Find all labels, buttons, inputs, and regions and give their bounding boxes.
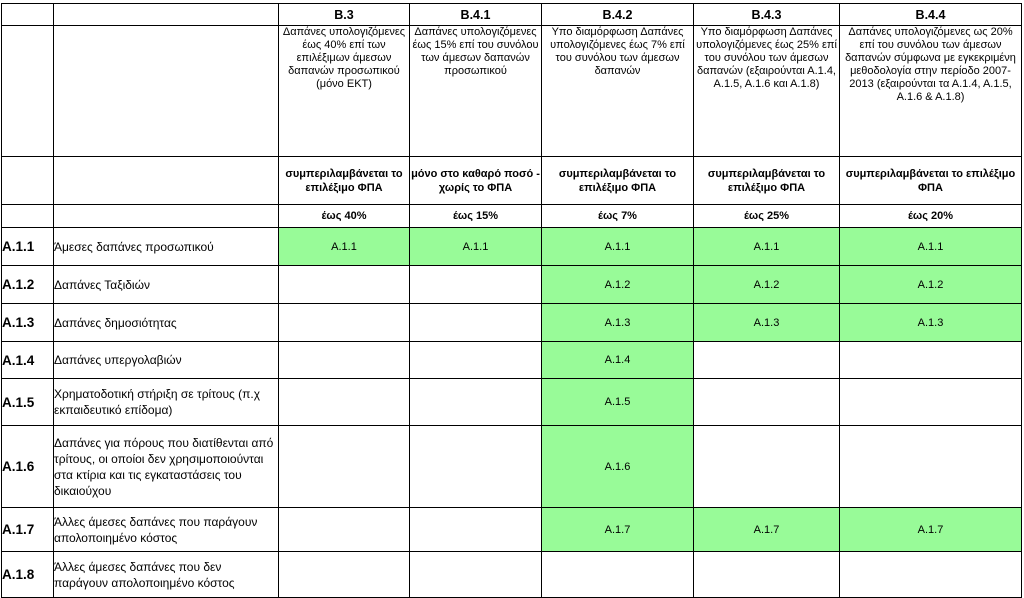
matrix-cell: A.1.1 — [410, 228, 542, 266]
column-code: B.4.4 — [840, 4, 1022, 26]
matrix-cell — [279, 508, 410, 552]
column-code: B.4.1 — [410, 4, 542, 26]
cost-matrix-table — [1, 3, 1022, 598]
row-name: Χρηματοδοτική στήριξη σε τρίτους (π.χ εκπαιδευτικό επίδομα) — [54, 379, 279, 426]
matrix-cell: A.1.2 — [840, 266, 1022, 304]
matrix-cell — [840, 552, 1022, 598]
matrix-cell — [279, 552, 410, 598]
column-vat-note: μόνο στο καθαρό ποσό - χωρίς το ΦΠΑ — [410, 157, 542, 205]
matrix-cell — [694, 426, 840, 508]
matrix-cell — [410, 379, 542, 426]
matrix-cell: A.1.6 — [542, 426, 694, 508]
matrix-cell: A.1.3 — [694, 304, 840, 342]
column-vat-note: συμπεριλαμβάνεται το επιλέξιμο ΦΠΑ — [840, 157, 1022, 205]
matrix-cell — [279, 379, 410, 426]
corner-cell — [54, 205, 279, 228]
column-limit: έως 7% — [542, 205, 694, 228]
row-name: Δαπάνες για πόρους που διατίθενται από τρίτους, οι οποίοι δεν χρησιμοποιούνται στα κτίρια και τις εγκαταστάσεις του δικαιούχου — [54, 426, 279, 508]
corner-cell — [54, 4, 279, 26]
matrix-cell: A.1.1 — [694, 228, 840, 266]
matrix-cell: A.1.4 — [542, 342, 694, 379]
column-code: B.3 — [279, 4, 410, 26]
column-code: B.4.2 — [542, 4, 694, 26]
corner-cell — [2, 4, 54, 26]
matrix-cell — [410, 508, 542, 552]
matrix-cell — [410, 342, 542, 379]
header-code-row — [2, 4, 1022, 26]
row-code: A.1.6 — [2, 426, 54, 508]
header-limit-row — [2, 205, 1022, 228]
corner-cell — [2, 157, 54, 205]
column-vat-note: συμπεριλαμβάνεται το επιλέξιμο ΦΠΑ — [694, 157, 840, 205]
matrix-cell: A.1.2 — [694, 266, 840, 304]
matrix-cell: A.1.1 — [840, 228, 1022, 266]
row-name: Δαπάνες υπεργολαβιών — [54, 342, 279, 379]
row-name: Δαπάνες Ταξιδιών — [54, 266, 279, 304]
matrix-cell: A.1.1 — [279, 228, 410, 266]
row-name: Άμεσες δαπάνες προσωπικού — [54, 228, 279, 266]
column-description: Δαπάνες υπολογιζόμενες έως 40% επί των επιλέξιμων άμεσων δαπανών προσωπικού (μόνο ΕΚΤ) — [279, 26, 410, 157]
column-vat-note: συμπεριλαμβάνεται το επιλέξιμο ΦΠΑ — [279, 157, 410, 205]
column-limit: έως 20% — [840, 205, 1022, 228]
row-code: A.1.5 — [2, 379, 54, 426]
row-name: Άλλες άμεσες δαπάνες που παράγουν απολοποιημένο κόστος — [54, 508, 279, 552]
row-code: A.1.7 — [2, 508, 54, 552]
table-row — [2, 552, 1022, 598]
table-row — [2, 508, 1022, 552]
row-code: A.1.8 — [2, 552, 54, 598]
table-row — [2, 426, 1022, 508]
table-row — [2, 266, 1022, 304]
column-limit: έως 15% — [410, 205, 542, 228]
row-code: A.1.2 — [2, 266, 54, 304]
matrix-cell: A.1.7 — [840, 508, 1022, 552]
row-name: Άλλες άμεσες δαπάνες που δεν παράγουν απολοποιημένο κόστος — [54, 552, 279, 598]
matrix-cell — [840, 426, 1022, 508]
table-row — [2, 379, 1022, 426]
table-row — [2, 304, 1022, 342]
column-limit: έως 40% — [279, 205, 410, 228]
column-limit: έως 25% — [694, 205, 840, 228]
corner-cell — [54, 157, 279, 205]
matrix-cell — [279, 342, 410, 379]
row-name: Δαπάνες δημοσιότητας — [54, 304, 279, 342]
matrix-cell — [279, 304, 410, 342]
corner-cell — [2, 26, 54, 157]
row-code: A.1.3 — [2, 304, 54, 342]
matrix-cell — [410, 426, 542, 508]
matrix-cell — [279, 266, 410, 304]
matrix-cell — [542, 552, 694, 598]
header-vat-row — [2, 157, 1022, 205]
matrix-cell — [410, 266, 542, 304]
matrix-cell — [694, 379, 840, 426]
matrix-cell — [694, 342, 840, 379]
column-description: Υπο διαμόρφωση Δαπάνες υπολογιζόμενες έως 7% επί του συνόλου των άμεσων δαπανών — [542, 26, 694, 157]
matrix-cell: A.1.7 — [694, 508, 840, 552]
column-vat-note: συμπεριλαμβάνεται το επιλέξιμο ΦΠΑ — [542, 157, 694, 205]
table-row — [2, 228, 1022, 266]
matrix-cell — [279, 426, 410, 508]
column-description: Δαπάνες υπολογιζόμενες ως 20% επί του συνόλου των άμεσων δαπανών σύμφωνα με εγκεκριμένη μεθοδολογία στην περίοδο 2007-2013 (εξαιρούνται τα Α.1.4, Α.1.5, Α.1.6 & Α.1.8) — [840, 26, 1022, 157]
matrix-cell — [410, 304, 542, 342]
header-description-row — [2, 26, 1022, 157]
column-description: Υπο διαμόρφωση Δαπάνες υπολογιζόμενες έως 25% επί του συνόλου των άμεσων δαπανών (εξαιρούνται Α.1.4, Α.1.5, Α.1.6 και Α.1.8) — [694, 26, 840, 157]
row-code: A.1.4 — [2, 342, 54, 379]
matrix-cell: A.1.5 — [542, 379, 694, 426]
column-description: Δαπάνες υπολογιζόμενες έως 15% επί του συνόλου των άμεσων δαπανών προσωπικού — [410, 26, 542, 157]
matrix-cell: A.1.7 — [542, 508, 694, 552]
corner-cell — [2, 205, 54, 228]
matrix-cell — [840, 379, 1022, 426]
matrix-cell: A.1.3 — [542, 304, 694, 342]
matrix-cell — [410, 552, 542, 598]
column-code: B.4.3 — [694, 4, 840, 26]
matrix-cell — [840, 342, 1022, 379]
matrix-cell: A.1.2 — [542, 266, 694, 304]
matrix-cell: A.1.1 — [542, 228, 694, 266]
matrix-cell — [694, 552, 840, 598]
corner-cell — [54, 26, 279, 157]
matrix-cell: A.1.3 — [840, 304, 1022, 342]
row-code: A.1.1 — [2, 228, 54, 266]
table-row — [2, 342, 1022, 379]
